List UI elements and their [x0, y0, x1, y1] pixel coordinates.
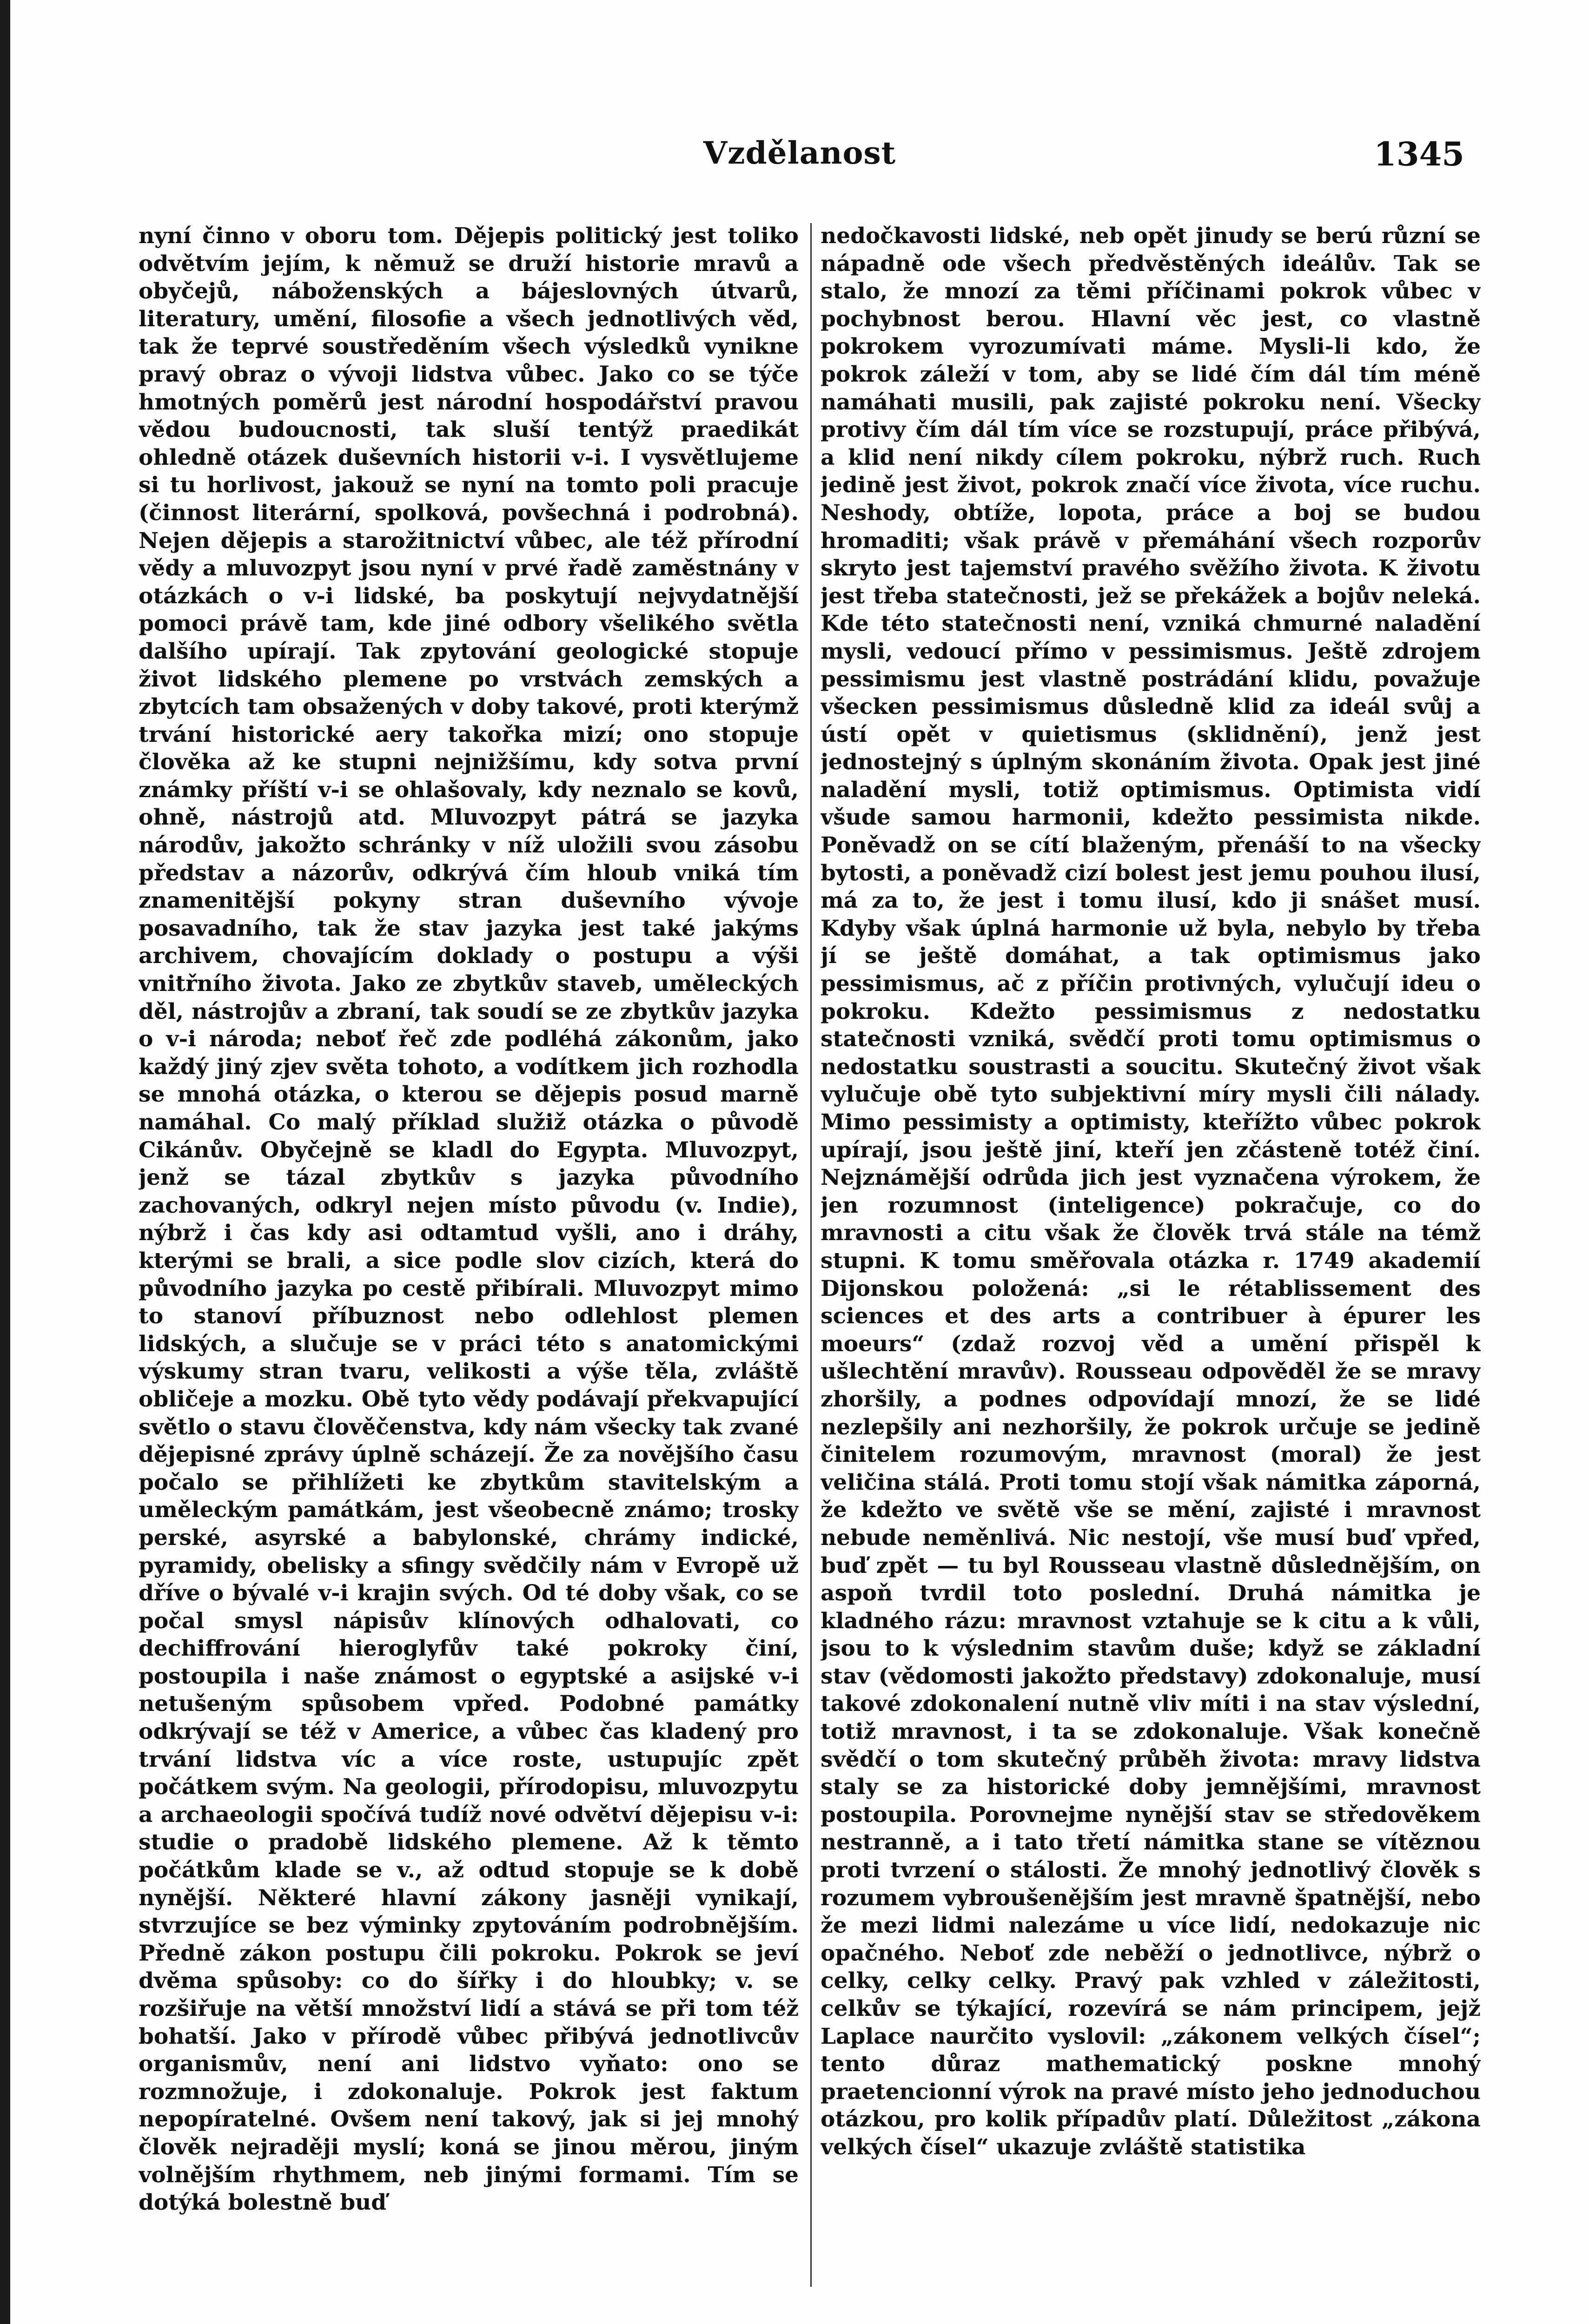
column-divider	[810, 223, 812, 2287]
page-title: Vzdělanost	[703, 135, 896, 171]
right-column-text: nedočkavosti lidské, neb opět jinudy se berú různí se nápadně ode všech předvěstěných ideálův. Tak se stalo, že mnozí za těmi příčinami pokrok vůbec v pochybnost berou. Hlavní věc jest, co vlastně pokrokem vyrozumívati máme. Mysli-li kdo, že pokrok záleží v tom, aby se lidé čím dál tím méně namáhati musili, pak zajisté pokroku není. Všecky protivy čím dál tím více se rozstupují, práce přibývá, a klid není nikdy cílem pokroku, nýbrž ruch. Ruch jedině jest život, pokrok značí více života, více ruchu. Neshody, obtíže, lopota, práce a boj se budou hromaditi; však právě v přemáhání všech rozporův skryto jest tajemství pravého svěžího života. K životu jest třeba statečnosti, jež se překážek a bojův neleká. Kde této statečnosti není, vzniká chmurné naladění mysli, vedoucí přímo v pessimismus. Ještě zdrojem pessimismu jest vlastně postrádání klidu, považuje všecken pessimismus důsledně klid za ideál svůj a ústí opět v quietismus (sklidnění), jenž jest jednostejný s úplným skonáním života. Opak jest jiné naladění mysli, totiž optimismus. Optimista vidí všude samou harmonii, kdežto pessimista nikde. Poněvadž on se cítí blaženým, přenáší to na všecky bytosti, a poněvadž cizí bolest jest jemu pouhou ilusí, má za to, že jest i tomu ilusí, kdo ji snášet musí. Kdyby však úplná harmonie už byla, nebylo by třeba jí se ještě domáhat, a tak optimismus jako pessimismus, ač z příčin protivných, vylučují ideu o pokroku. Kdežto pessimismus z nedostatku statečnosti vzniká, svědčí proti tomu optimismus o nedostatku soustrasti a soucitu. Skutečný život však vylučuje obě tyto subjektivní míry mysli čili nálady. Mimo pessimisty a optimisty, kteřížto vůbec pokrok upírají, jsou ještě jiní, kteří jen zčásteně totéž činí. Nejznámější odrůda jich jest vyznačena výrokem, že jen rozumnost (inteligence) pokračuje, co do mravnosti a citu však že člověk trvá stále na témž stupni. K tomu směřovala otázka r. 1749 akademií Dijonskou položená: „si le rétablissement des sciences et des arts a contribuer à épurer les moeurs“ (zdaž rozvoj věd a umění přispěl k ušlechtění mravův). Rousseau odpověděl že se mravy zhoršily, a podnes odpovídají mnozí, že se lidé nezlepšily ani nezhoršily, že pokrok určuje se jedině činitelem rozumovým, mravnost (moral) že jest veličina stálá. Proti tomu stojí však námitka záporná, že kdežto ve světě vše se mění, zajisté i mravnost nebude neměnlivá. Nic nestojí, vše musí buď vpřed, buď zpět — tu byl Rousseau vlastně důslednějším, on aspoň tvrdil toto poslední. Druhá námitka je kladného rázu: mravnost vztahuje se k citu a k vůli, jsou to k výslednim stavům duše; když se základní stav (vědomosti jakožto představy) zdokonaluje, musí takové zdokonalení nutně vliv míti i na stav výslední, totiž mravnost, i ta se zdokonaluje. Však konečně svědčí o tom skutečný průběh života: mravy lidstva staly se za historické doby jemnějšími, mravnost postoupila. Porovnejme nynější stav se středověkem nestranně, a i tato třetí námitka stane se vítěznou proti tvrzení o stálosti. Že mnohý jednotlivý člověk s rozumem vybroušenějším jest mravně špatnější, nebo že mezi lidmi nalezáme u více lidí, nedokazuje nic opačného. Neboť zde neběží o jednotlivce, nýbrž o celky, celky celky. Pravý pak vzhled v záležitosti, celkův se týkající, rozevírá se nám principem, jejž Laplace naurčito vyslovil: „zákonem velkých čísel“; tento důraz mathematický poskne mnohý praetencionní výrok na pravé místo jeho jednoduchou otázkou, pro kolik případův platí. Důležitost „zákona velkých čísel“ ukazuje zvláště statistika	[821, 223, 1481, 2160]
scan-border	[0, 0, 10, 2324]
left-column-text: nyní činno v oboru tom. Dějepis politický jest toliko odvětvím jejím, k němuž se druží historie mravů a obyčejů, náboženských a bájeslovných útvarů, literatury, umění, filosofie a všech jednotlivých věd, tak že teprvé soustředěním všech výsledků vyniknе pravý obraz o vývoji lidstva vůbec. Jako co se týče hmotných poměrů jest národní hospodářství pravou vědou budoucnosti, tak sluší tentýž praedikát ohledně otázek duševních historii v-i. I vysvětlujeme si tu horlivost, jakouž se nyní na tomto poli pracuje (činnost literární, spolková, povšechná i podrobná). Nejen dějepis a starožitnictví vůbec, ale též přírodní vědy a mluvozpyt jsou nyní v prvé řadě zaměstnány v otázkách o v-i lidské, ba poskytují nejvydatnější pomoci právě tam, kde jiné odbory všelikého světla dalšího upírají. Tak zpytování geologické stopuje život lidského plemene po vrstvách zemských a zbytcích tam obsažených v doby takové, proti kterýmž trvání historické aery takořka mizí; ono stopuje člověka až ke stupni nejnižšímu, kdy sotva první známky příští v-i se ohlašovaly, kdy neznalo se kovů, ohně, nástrojů atd. Mluvozpyt pátrá se jazyka národův, jakožto schránky v níž uložili svou zásobu představ a názorův, odkrývá čím hloub vniká tím znamenitější pokyny stran duševního vývoje posavadního, tak že stav jazyka jest také jakýms archivem, chovajícím doklady o postupu a výši vnitřního života. Jako ze zbytkův staveb, uměleckých děl, nástrojův a zbraní, tak soudí se ze zbytkův jazyka o v-i národa; neboť řeč zde podléhá zákonům, jako každý jiný zjev světa tohoto, a vodítkem jich rozhodla se mnohá otázka, o kterou se dějepis posud marně namáhal. Co malý příklad služiž otázka o původě Cikánův. Obyčejně se kladl do Egypta. Mluvozpyt, jenž se tázal zbytkův s jazyka původního zachovaných, odkryl nejen místo původu (v. Indie), nýbrž i čas kdy asi odtamtud vyšli, ano i dráhy, kterými se brali, a sice podle slov cizích, která do původního jazyka po cestě přibírali. Mluvozpyt mimo to stanoví příbuznost nebo odlehlost plemen lidských, a slučuje se v práci této s anatomickými výskumy stran tvaru, velikosti a výše těla, zvláště obličeje a mozku. Obě tyto vědy podávají překvapující světlo o stavu člověčenstva, kdy nám všecky tak zvané dějepisné zprávy úplně scházejí. Že za novějšího času počalo se přihlížeti ke zbytkům stavitelským a uměleckým památkám, jest všeobecně známo; trosky perské, asyrské a babylonské, chrámy indické, pyramidy, obelisky a sfingy svědčily nám v Evropě už dříve o bývalé v-i krajin svých. Od té doby však, co se počal smysl nápisův klínových odhalovati, co dechiffrování hieroglyfův také pokroky činí, postoupila i naše známost o egyptské a asijské v-i netušeným spůsobem vpřed. Podobné památky odkrývají se též v Americe, a vůbec čas kladený pro trvání lidstva víc a více roste, ustupujíc zpět počátkem svým. Na geologii, přírodopisu, mluvozpytu a archaeologii spočívá tudíž nové odvětví dějepisu v-i: studie o pradobě lidského plemene. Až k těmto počátkům klade se v., až odtud stopuje se k době nynější. Některé hlavní zákony jasněji vynikají, stvrzujíce se bez výminky zpytováním podrobnějším. Předně zákon postupu čili pokroku. Pokrok se jeví dvěma spůsoby: co do šířky i do hloubky; v. se rozšiřuje na větší množství lidí a stává se při tom též bohatší. Jako v přírodě vůbec přibývá jednotlivcův organismův, není ani lidstvo vyňato: ono se rozmnožuje, i zdokonaluje. Pokrok jest faktum nepopíratelné. Ovšem není takový, jak si jej mnohý člověk nejraději myslí; koná se jinou měrou, jiným volnějším rhythmem, neb jinými formami. Tím se dotýká bolestně buď	[139, 223, 799, 2216]
page-header	[135, 135, 1464, 181]
page-number: 1345	[1374, 135, 1464, 173]
right-column	[821, 222, 1481, 2295]
left-column	[139, 222, 799, 2295]
